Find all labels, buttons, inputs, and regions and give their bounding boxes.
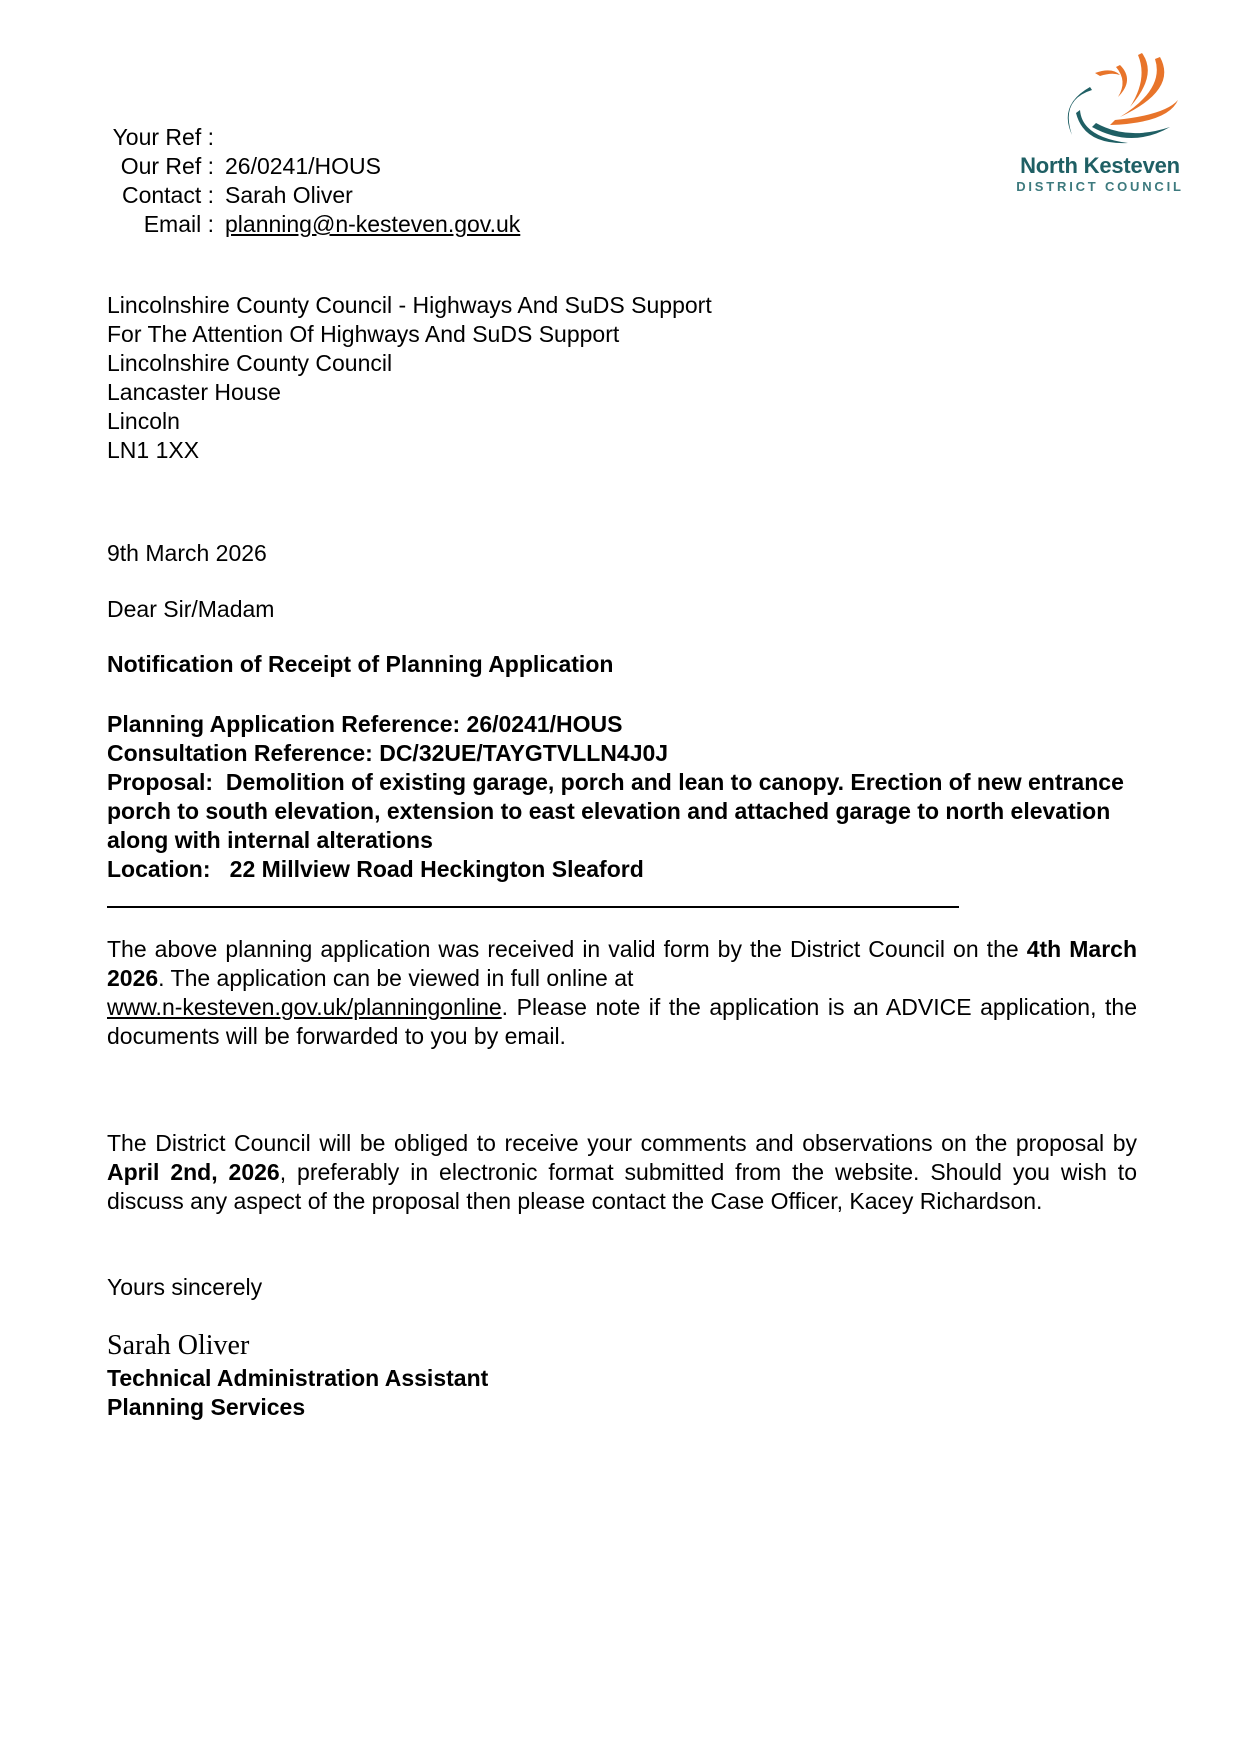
comments-paragraph <box>107 1129 1137 1216</box>
contact-value: Sarah Oliver <box>225 182 353 208</box>
address-line: LN1 1XX <box>107 437 200 463</box>
paragraph-text: The above planning application was received in valid form by the District Council on the <box>107 936 1027 962</box>
logo-title: North Kesteven <box>1020 153 1180 178</box>
location <box>107 855 1137 884</box>
planning-online-link[interactable]: www.n-kesteven.gov.uk/planningonline <box>107 994 502 1020</box>
proposal <box>107 768 1137 855</box>
paragraph-text: . The application can be viewed in full online at <box>158 965 634 991</box>
paragraph-text: The District Council will be obliged to receive your comments and observations on the proposal by <box>107 1130 1137 1156</box>
our-ref-row <box>100 152 520 181</box>
location-text: 22 Millview Road Heckington Sleaford <box>229 856 644 882</box>
your-ref-row <box>100 123 520 152</box>
email-link[interactable]: planning@n-kesteven.gov.uk <box>225 211 521 237</box>
deadline-date: April 2nd, 2026 <box>107 1159 280 1185</box>
subject-heading: Notification of Receipt of Planning Application <box>107 651 614 677</box>
address-line: For The Attention Of Highways And SuDS Support <box>107 321 620 347</box>
council-logo <box>1000 45 1200 205</box>
address-line: Lincolnshire County Council - Highways And SuDS Support <box>107 292 712 318</box>
proposal-text: Demolition of existing garage, porch and lean to canopy. Erection of new entrance porch to south elevation, extension to east elevation and attached garage to north elevation along with internal alterations <box>107 769 1124 853</box>
planning-reference: Planning Application Reference: 26/0241/HOUS <box>107 711 623 737</box>
signature-block <box>107 1364 488 1422</box>
email-label: Email : <box>143 211 214 237</box>
received-date: 4th March 2026 <box>107 936 1137 991</box>
signature-title: Technical Administration Assistant <box>107 1365 489 1391</box>
receipt-paragraph <box>107 935 1137 1051</box>
signature-department: Planning Services <box>107 1394 306 1420</box>
paragraph-text: . Please note if the application is an ADVICE application, the documents will be forwarded to you by email. <box>107 994 1137 1049</box>
logo-subtitle: DISTRICT COUNCIL <box>1016 179 1184 194</box>
address-line: Lincoln <box>107 408 180 434</box>
salutation: Dear Sir/Madam <box>107 596 275 622</box>
divider <box>107 906 959 908</box>
signature-name: Sarah Oliver <box>107 1330 250 1361</box>
proposal-label: Proposal: <box>107 769 214 795</box>
address-line: Lincolnshire County Council <box>107 350 393 376</box>
contact-label: Contact : <box>121 182 214 208</box>
closing: Yours sincerely <box>107 1274 263 1300</box>
consultation-reference: Consultation Reference: DC/32UE/TAYGTVLLN4J0J <box>107 740 669 766</box>
paragraph-text: , preferably in electronic format submitted from the website. Should you wish to discuss any aspect of the proposal then please contact the Case Officer, Kacey Richardson. <box>107 1159 1137 1214</box>
letter-date: 9th March 2026 <box>107 540 267 566</box>
address-line: Lancaster House <box>107 379 281 405</box>
our-ref-label: Our Ref : <box>120 153 214 179</box>
recipient-address <box>107 291 712 465</box>
our-ref-value: 26/0241/HOUS <box>225 153 381 179</box>
swirl-logo-icon <box>1000 45 1200 150</box>
contact-row <box>100 181 520 210</box>
email-row <box>100 210 520 239</box>
application-details <box>107 710 1137 884</box>
your-ref-label: Your Ref : <box>112 124 214 150</box>
location-label: Location: <box>107 856 211 882</box>
reference-block <box>100 123 520 239</box>
